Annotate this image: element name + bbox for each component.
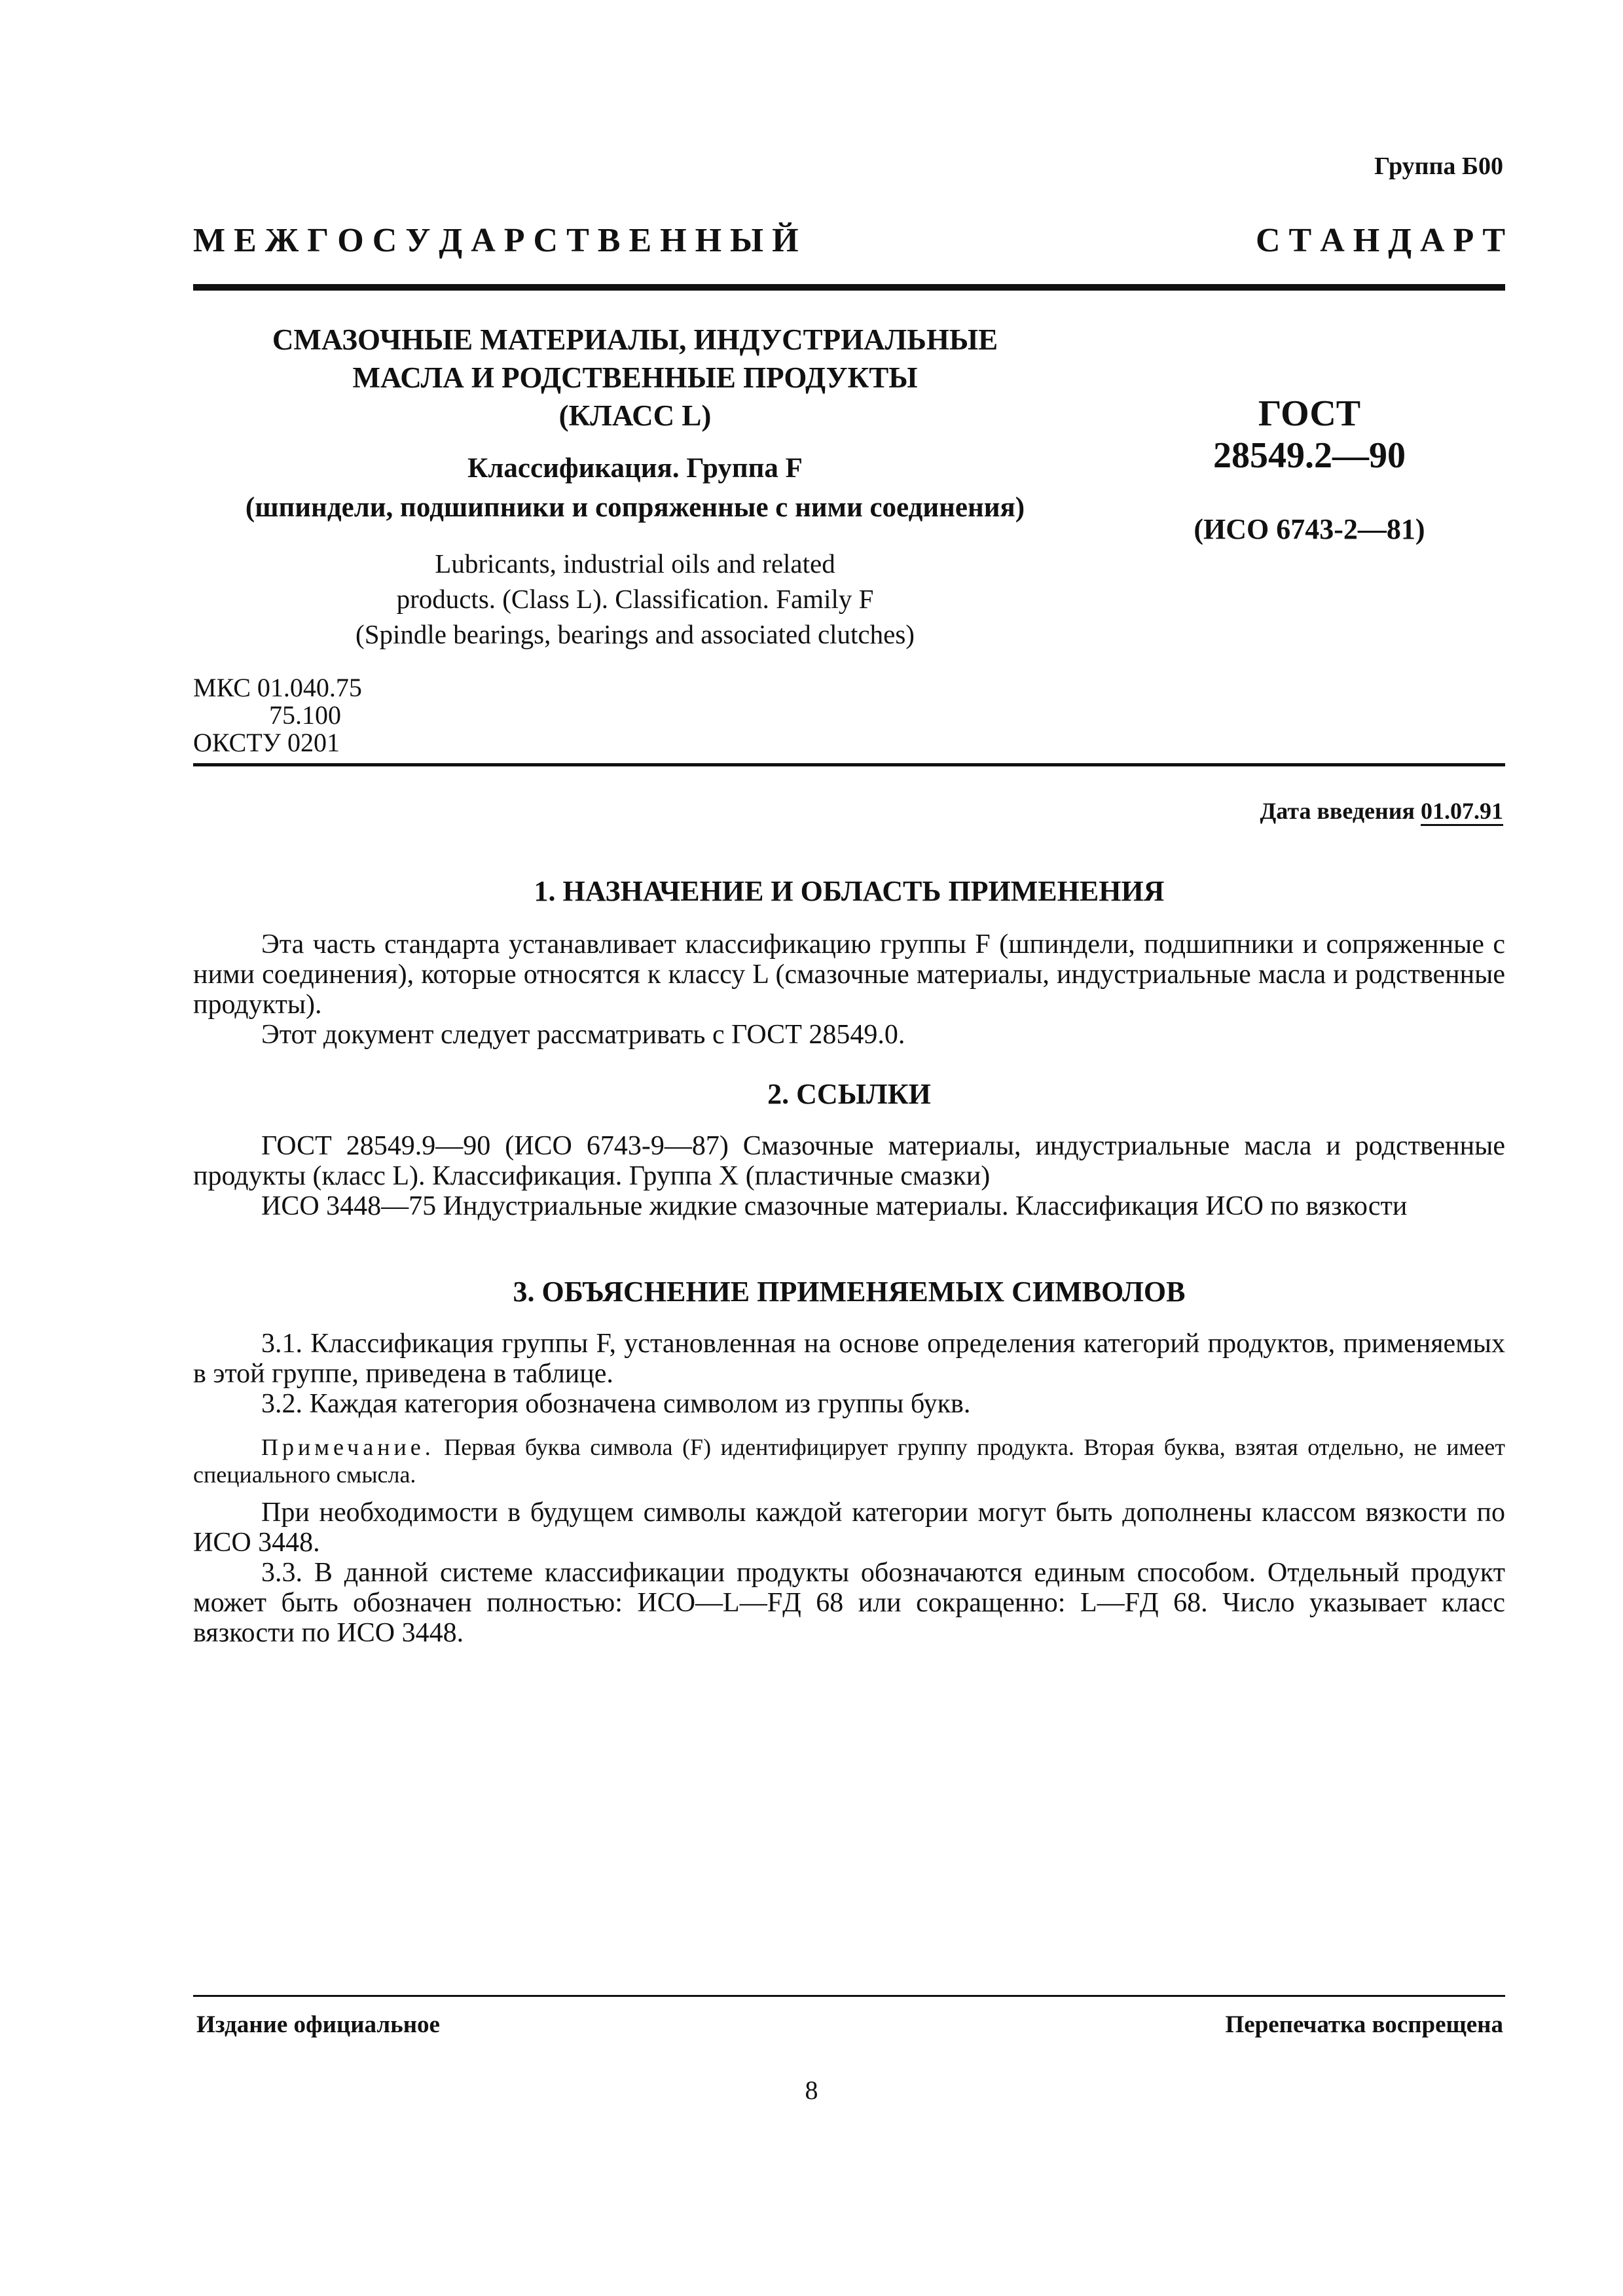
section-3-title: 3. ОБЪЯСНЕНИЕ ПРИМЕНЯЕМЫХ СИМВОЛОВ [513, 1276, 1186, 1308]
subtitle-line-1: Классификация. Группа F [467, 453, 803, 484]
title-line-1: СМАЗОЧНЫЕ МАТЕРИАЛЫ, ИНДУСТРИАЛЬНЫЕ [272, 323, 998, 356]
section-2-paragraph-2: ИСО 3448—75 Индустриальные жидкие смазочные материалы. Классификация ИСО по вязкости [261, 1191, 1408, 1221]
section-3-paragraph-3: При необходимости в будущем символы каждой категории могут быть дополнены классом вязкости по ИСО 3448. [193, 1498, 1505, 1558]
section-3-body-b [193, 1498, 1505, 1648]
classification-codes [193, 674, 362, 757]
section-2-body [193, 1131, 1505, 1221]
header-rule [193, 284, 1505, 291]
title-line-2: МАСЛА И РОДСТВЕННЫЕ ПРОДУКТЫ [352, 361, 918, 394]
footer-rule [193, 1995, 1505, 1997]
standard-banner [193, 221, 1505, 260]
section-2-title: 2. ССЫЛКИ [767, 1078, 931, 1110]
introduction-date [1260, 797, 1504, 825]
iso-reference: (ИСО 6743-2—81) [1194, 513, 1425, 545]
okstu-code: ОКСТУ 0201 [193, 728, 340, 757]
page-number: 8 [805, 2075, 818, 2105]
section-2-paragraph-1: ГОСТ 28549.9—90 (ИСО 6743-9—87) Смазочные материалы, индустриальные масла и родственные продукты (класс L). Классификация. Группа X (пластичные смазки) [193, 1131, 1505, 1191]
section-1-paragraph-1: Эта часть стандарта устанавливает классификацию группы F (шпиндели, подшипники и сопряженные с ними соединения), которые относятся к классу L (смазочные материалы, индустриальные масла и родственные продукты). [193, 929, 1505, 1020]
banner-word-interstate: М Е Ж Г О С У Д А Р С Т В Е Н Н Ы Й [193, 222, 799, 259]
note-label: Примечание. [261, 1434, 435, 1460]
gost-number [1113, 393, 1506, 476]
section-1-paragraph-2: Этот документ следует рассматривать с ГОСТ 28549.0. [261, 1020, 905, 1050]
subtitle-line-2: (шпиндели, подшипники и сопряженные с ними соединения) [245, 492, 1025, 523]
section-3-body-a [193, 1329, 1505, 1419]
section-3-paragraph-1: 3.1. Классификация группы F, установленная на основе определения категорий продуктов, применяемых в этой группе, приведена в таблице. [193, 1329, 1505, 1389]
section-1-body [193, 929, 1505, 1050]
document-subtitle [196, 449, 1074, 528]
note-text: Первая буква символа (F) идентифицирует группу продукта. Вторая буква, взятая отдельно, не имеет специального смысла. [193, 1434, 1505, 1488]
date-label: Дата введения [1260, 798, 1415, 824]
section-3-paragraph-2: 3.2. Каждая категория обозначена символом из группы букв. [261, 1389, 971, 1419]
mks-code-2: 75.100 [269, 700, 341, 730]
banner-word-standard: С Т А Н Д А Р Т [1255, 222, 1505, 259]
document-title [196, 321, 1074, 435]
title-line-3: (КЛАСС L) [558, 399, 712, 432]
date-value: 01.07.91 [1421, 798, 1503, 826]
official-edition: Издание официальное [196, 2011, 440, 2038]
english-line-3: (Spindle bearings, bearings and associated clutches) [356, 619, 915, 649]
gost-code: 28549.2—90 [1213, 435, 1406, 476]
section-3-paragraph-4: 3.3. В данной системе классификации продукты обозначаются единым способом. Отдельный продукт может быть обозначен полностью: ИСО—L—FД 68 или сокращенно: L—FД 68. Число указывает класс вязкости по ИСО 3448. [193, 1558, 1505, 1648]
section-1-title: 1. НАЗНАЧЕНИЕ И ОБЛАСТЬ ПРИМЕНЕНИЯ [534, 875, 1165, 907]
reprint-prohibited: Перепечатка воспрещена [1225, 2011, 1503, 2038]
note [193, 1433, 1505, 1488]
group-label: Группа Б00 [1374, 152, 1503, 180]
gost-label: ГОСТ [1258, 393, 1361, 434]
mks-code: МКС 01.040.75 [193, 673, 362, 702]
english-line-2: products. (Class L). Classification. Family F [396, 584, 874, 614]
english-line-1: Lubricants, industrial oils and related [435, 548, 835, 579]
english-title [262, 546, 1008, 652]
title-rule [193, 763, 1505, 766]
